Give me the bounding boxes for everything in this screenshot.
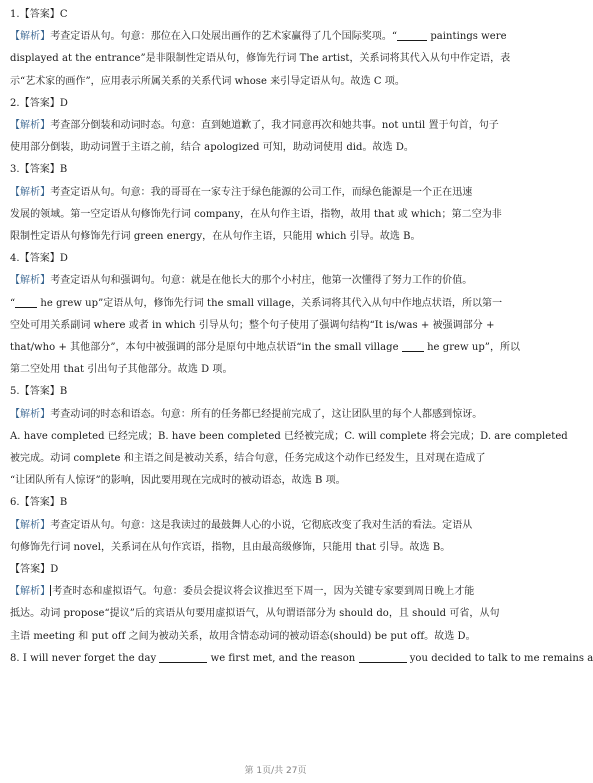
fill-blank xyxy=(397,30,427,41)
explanation-4-line-5: 第二空处用 that 引出句子其他部分。故选 D 项。 xyxy=(10,364,233,376)
explanation-tag: 【解析】 xyxy=(10,586,51,598)
answer-5 xyxy=(10,381,541,403)
answer-6-text: 6.【答案】B xyxy=(10,497,68,509)
answer-2 xyxy=(10,93,541,115)
explanation-4-line-1 xyxy=(10,270,541,292)
explanation-text: he grew up”，所以 xyxy=(427,342,521,354)
answer-7 xyxy=(10,559,541,581)
explanation-tag: 【解析】 xyxy=(10,408,51,420)
answer-3 xyxy=(10,159,541,181)
explanation-text: 考查部分倒装和动词时态。句意：直到她道歉了，我才同意再次和她共事。not until 置于句首，句子 xyxy=(50,120,499,132)
explanation-4-line-2 xyxy=(10,293,541,315)
answer-1-text: 1.【答案】C xyxy=(10,9,68,20)
explanation-text: “ xyxy=(10,297,16,309)
explanation-text: he grew up”定语从句，修饰先行词 the small village，关系词将其代入从句中作地点状语，所以第一 xyxy=(40,297,503,309)
explanation-tag: 【解析】 xyxy=(10,275,51,287)
explanation-text: paintings were xyxy=(430,31,507,43)
explanation-3-line-2: 发展的领域。第一空定语从句修饰先行词 company，在从句作主语，指物，故用 that 或 which；第二空为非 xyxy=(10,208,502,220)
question-text: we first met, and the reason xyxy=(210,652,356,664)
question-8 xyxy=(10,648,593,670)
explanation-3-line-3: 限制性定语从句修饰先行词 green energy，在从句作主语，只能用 which 引导。故选 B。 xyxy=(10,231,421,243)
explanation-tag: 【解析】 xyxy=(10,120,51,132)
explanation-7-line-1 xyxy=(10,581,541,603)
explanation-text: 考查动词的时态和语态。句意：所有的任务都已经提前完成了，这让团队里的每个人都感到惊讶。 xyxy=(50,408,483,420)
explanation-text: 考查定语从句和强调句。句意：就是在他长大的那个小村庄，他第一次懂得了努力工作的价值。 xyxy=(50,275,473,287)
explanation-2-line-1 xyxy=(10,115,541,137)
explanation-6-line-1 xyxy=(10,515,541,537)
explanation-tag: 【解析】 xyxy=(10,186,51,198)
explanation-text: 考查定语从句。句意：那位在入口处展出画作的艺术家赢得了几个国际奖项。“ xyxy=(50,31,398,43)
explanation-5-line-3: 被完成。动词 complete 和主语之间是被动关系，结合句意，任务完成这个动作已经发生，且对现在造成了 xyxy=(10,453,486,465)
explanation-7-line-2: 抵达。动词 propose“提议”后的宾语从句要用虚拟语气，从句谓语部分为 should do，且 should 可省，从句 xyxy=(10,608,500,620)
explanation-text: 考查时态和虚拟语气。句意：委员会提议将会议推迟至下周一，因为关键专家要到周日晚上才能 xyxy=(52,586,475,598)
explanation-5-line-4: “让团队所有人惊讶”的影响，因此要用现在完成时的被动语态，故选 B 项。 xyxy=(10,475,346,487)
explanation-tag: 【解析】 xyxy=(10,31,51,43)
answer-4 xyxy=(10,248,541,270)
answer-3-text: 3.【答案】B xyxy=(10,164,68,176)
explanation-4-line-4 xyxy=(10,337,541,359)
explanation-1-line-2: displayed at the entrance”是非限制性定语从句，修饰先行词 The artist，关系词将其代入从句中作定语，表 xyxy=(10,53,511,65)
explanation-5-line-1 xyxy=(10,404,541,426)
document-page xyxy=(10,4,593,670)
explanation-tag: 【解析】 xyxy=(10,519,51,531)
fill-blank xyxy=(15,297,37,308)
explanation-1-line-1 xyxy=(10,26,541,48)
answer-4-text: 4.【答案】D xyxy=(10,253,68,265)
page-footer: 第 1页/共 27页 xyxy=(244,766,307,776)
explanation-4-line-3: 空处可用关系副词 where 或者 in which 引导从句；整个句子使用了强调句结构“It is/was + 被强调部分 + xyxy=(10,319,495,331)
explanation-2-line-2: 使用部分倒装，助动词置于主语之前，结合 apologized 可知，助动词使用 did。故选 D。 xyxy=(10,142,414,154)
explanation-3-line-1 xyxy=(10,182,541,204)
explanation-7-line-3: 主语 meeting 和 put off 之间为被动关系，故用含情态动词的被动语态(should) be put off。故选 D。 xyxy=(10,630,476,642)
explanation-5-line-2: A. have completed 已经完成；B. have been completed 已经被完成；C. will complete 将会完成；D. are completed xyxy=(10,430,568,442)
fill-blank xyxy=(402,341,424,352)
answer-5-text: 5.【答案】B xyxy=(10,386,68,398)
answer-7-text: 【答案】D xyxy=(10,564,59,576)
explanation-text: that/who + 其他部分”，本句中被强调的部分是原句中地点状语“in the small village xyxy=(10,342,399,354)
answer-6 xyxy=(10,492,541,514)
explanation-text: 考查定语从句。句意：这是我读过的最鼓舞人心的小说，它彻底改变了我对生活的看法。定语从 xyxy=(50,519,473,531)
answer-2-text: 2.【答案】D xyxy=(10,97,68,109)
explanation-6-line-2: 句修饰先行词 novel，关系词在从句作宾语，指物，且由最高级修饰，只能用 that 引导。故选 B。 xyxy=(10,541,451,553)
question-text: you decided to talk to me remains a xyxy=(409,652,593,664)
question-text: 8. I will never forget the day xyxy=(10,652,157,664)
fill-blank xyxy=(159,652,207,663)
explanation-1-line-3: 示“艺术家的画作”，应用表示所属关系的关系代词 whose 来引导定语从句。故选 C 项。 xyxy=(10,75,405,87)
fill-blank xyxy=(359,652,407,663)
explanation-text: 考查定语从句。句意：我的哥哥在一家专注于绿色能源的公司工作，而绿色能源是一个正在迅速 xyxy=(50,186,473,198)
answer-1 xyxy=(10,4,541,26)
